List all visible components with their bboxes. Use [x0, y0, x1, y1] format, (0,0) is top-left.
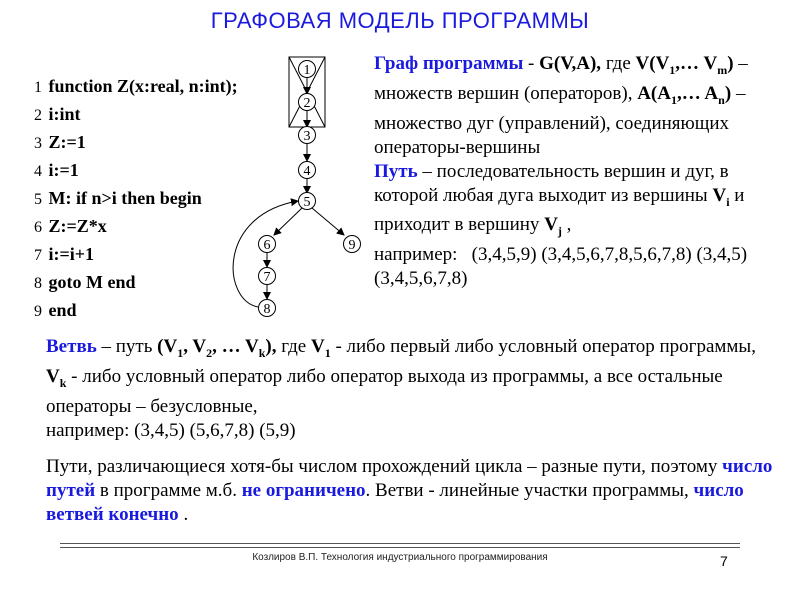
code-line-number: 1	[34, 79, 42, 96]
code-line-text: goto M end	[44, 272, 136, 292]
code-line-text: i:=1	[44, 160, 79, 180]
code-line	[34, 241, 238, 269]
code-line-text: M: if n>i then begin	[44, 188, 202, 208]
edge-5-6	[274, 208, 302, 235]
code-line-text: Z:=1	[44, 132, 86, 152]
graph-node-label: 4	[303, 164, 311, 179]
graph-node-label: 2	[303, 96, 311, 111]
edge-8-5-loop	[233, 201, 298, 307]
highlight-path-count: число путей	[46, 456, 773, 501]
example-label: например:	[374, 244, 463, 266]
example-values: (3,4,5,9) (3,4,5,6,7,8,5,6,7,8) (3,4,5) (3,4,5,6,7,8)	[374, 244, 748, 290]
code-listing	[34, 73, 238, 325]
code-line-number: 9	[34, 303, 42, 320]
code-line-number: 4	[34, 163, 42, 180]
code-line-text: Z:=Z*x	[44, 216, 107, 236]
branch-example: например: (3,4,5) (5,6,7,8) (5,9)	[46, 419, 296, 441]
code-line-text: i:=i+1	[44, 244, 95, 264]
graph-definition: Граф программы - G(V,A), где $V(V_1,\dots$ $V_m$) – множеств вершин (операторов), $A(A_1,\dots$ $A_n$) – множество дуг (управлений), соединяющих операторы-вершины Путь – последовательность вершин и дуг, в которой любая дуга выходит из вершины $V_i$ и приходит в вершину $V_j$ , например: (3,4,5,9) (3,4,5,6,7,8,5,6,7,8) (3,4,5) (3,4,5,6,7,8)	[374, 53, 748, 290]
graph-node-label: 9	[348, 238, 356, 253]
code-line-number: 8	[34, 275, 42, 292]
code-line-number: 6	[34, 219, 42, 236]
footer-author: Козлиров В.П. Технология индустриального программирования	[252, 552, 548, 563]
program-graph	[222, 55, 372, 325]
edge-5-9	[312, 208, 344, 235]
code-line	[34, 213, 238, 241]
branch-definition: Ветвь – путь ($V_1$, $V_2$, … $V_k$), где $V_1$ - либо первый либо условный оператор программы, $V_k$ - либо условный оператор либо оператор выхода из программы, а все остальные операторы – безусловные, например: (3,4,5) (5,6,7,8) (5,9)	[46, 336, 756, 441]
page-number: 7	[720, 553, 728, 569]
code-line-number: 5	[34, 191, 42, 208]
graph-node-label: 5	[303, 195, 311, 210]
branch-term: Ветвь	[46, 336, 97, 357]
path-term: Путь	[374, 160, 418, 182]
code-line	[34, 73, 238, 101]
graph-node-label: 3	[303, 129, 311, 144]
code-line-number: 2	[34, 107, 42, 124]
footer-divider	[60, 543, 740, 548]
code-line-number: 3	[34, 135, 42, 152]
slide-title: ГРАФОВАЯ МОДЕЛЬ ПРОГРАММЫ	[210, 8, 590, 33]
highlight-finite-branches: число ветвей конечно	[46, 480, 744, 525]
highlight-unbounded: не ограничено	[241, 480, 366, 501]
code-line	[34, 297, 238, 325]
code-line-number: 7	[34, 247, 42, 264]
code-line	[34, 157, 238, 185]
code-line	[34, 269, 238, 297]
paths-note: Пути, различающиеся хотя-бы числом прохождений цикла – разные пути, поэтому число путей в программе м.б. не ограничено. Ветви - линейные участки программы, число ветвей конечно .	[46, 456, 773, 525]
code-line	[34, 129, 238, 157]
graph-node-label: 6	[263, 238, 271, 253]
code-line	[34, 185, 238, 213]
graph-term: Граф программы	[374, 53, 524, 74]
graph-node-label: 1	[303, 63, 311, 78]
code-line-text: i:int	[44, 104, 81, 124]
code-line-text: end	[44, 300, 77, 320]
graph-node-label: 8	[263, 302, 271, 317]
code-line-text: function Z(x:real, n:int);	[44, 76, 238, 96]
graph-node-label: 7	[263, 270, 271, 285]
code-line	[34, 101, 238, 129]
